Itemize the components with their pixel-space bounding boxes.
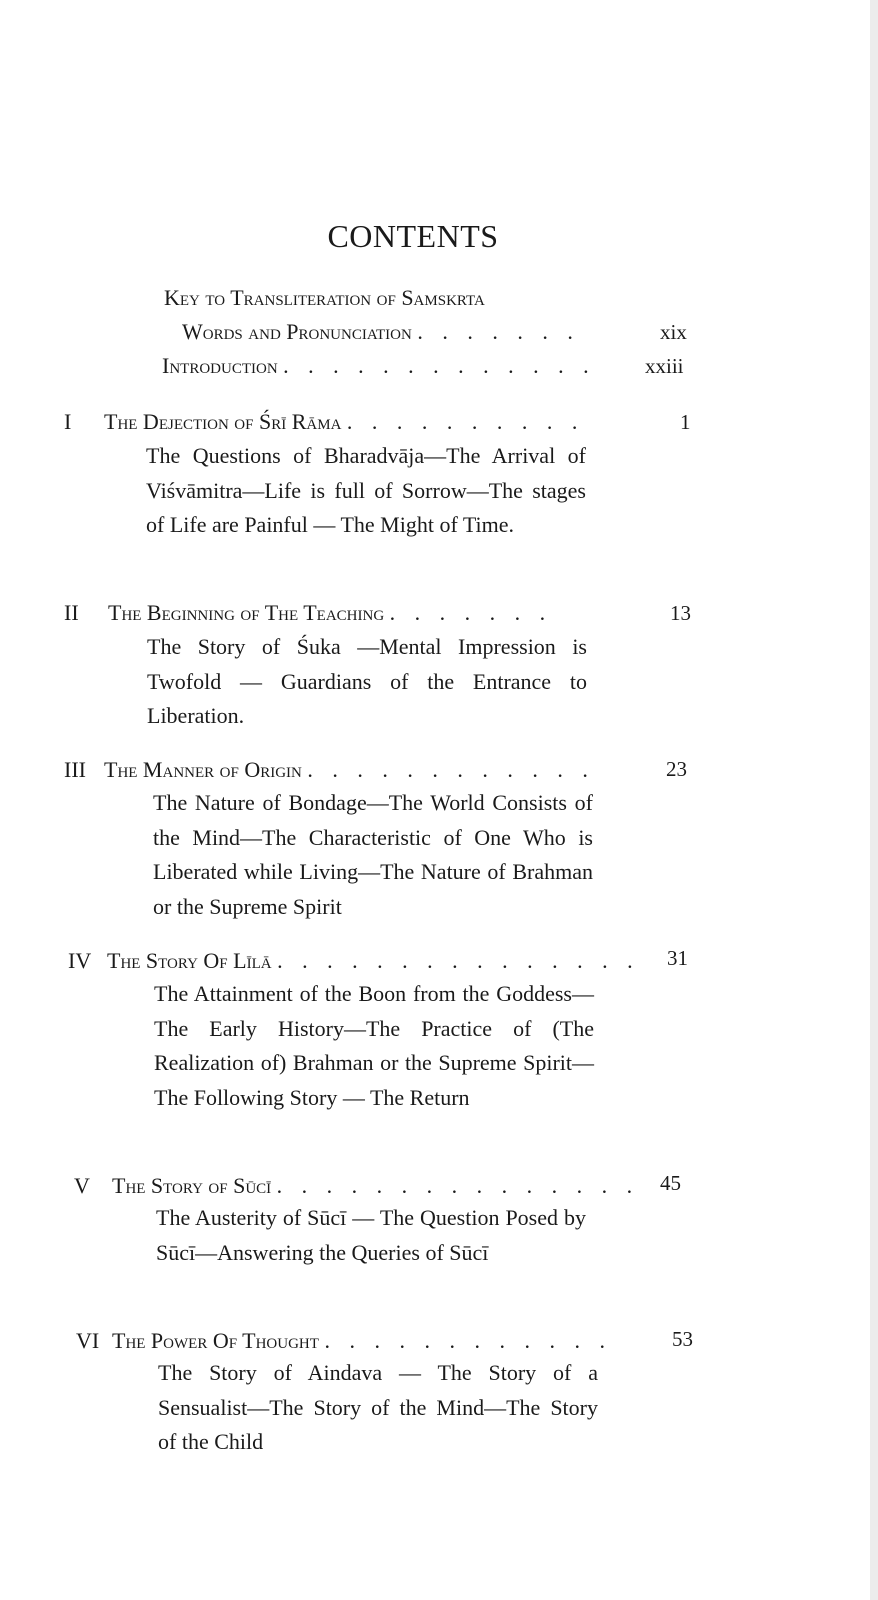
chapter-description: The Attainment of the Boon from the Goddess—The Early History—The Practice of (The Realization of) Brahman or the Supreme Spirit—The Following Story — The Return [154,981,594,1110]
chapter-title: The Manner of Origin [104,757,302,782]
chapter-title: The Dejection of Śrī Rāma [104,409,342,434]
chapter-description: The Austerity of Sūcī — The Question Posed by Sūcī—Answering the Queries of Sūcī [156,1205,586,1265]
chapter-description: The Story of Śuka —Mental Impression is Twofold — Guardians of the Entrance to Liberation. [147,634,587,728]
toc-introduction-leader: . . . . . . . . . . . . . [283,353,596,378]
chapter-description: The Questions of Bharadvāja—The Arrival of Viśvāmitra—Life is full of Sorrow—The stages of Life are Painful — The Might of Time. [146,443,586,537]
chapter-page: 13 [670,601,691,625]
toc-key-title: Words and Pronunciation [182,319,412,344]
chapter-leader: . . . . . . . . . . . . . . . [276,1173,640,1198]
chapter-number: IV [68,948,92,973]
chapter-number: V [74,1173,90,1198]
chapter-heading [107,948,640,974]
chapter-page: 45 [660,1171,681,1195]
toc-key-line1: Key to Transliteration of Samskrta [164,285,485,310]
chapter-page: 53 [672,1327,693,1351]
chapter-title: The Beginning of The Teaching [108,600,385,625]
chapter-heading [104,409,584,435]
chapter-heading [112,1328,612,1354]
chapter-heading [104,757,595,783]
chapter-page: 31 [667,946,688,970]
chapter-number: I [64,409,72,434]
chapter-leader: . . . . . . . . . . . . . . . [277,948,640,973]
chapter-description: The Nature of Bondage—The World Consists of the Mind—The Characteristic of One Who is Liberated while Living—The Nature of Brahman or the Supreme Spirit [153,790,593,919]
chapter-heading [112,1173,639,1199]
toc-key-leader: . . . . . . . [417,319,580,344]
chapter-leader: . . . . . . . . . . [346,409,585,434]
toc-introduction-title: Introduction [162,353,278,378]
chapter-page: 1 [680,410,691,434]
chapter-heading [108,600,552,626]
chapter-page: 23 [666,757,687,781]
toc-key-line2 [182,319,580,345]
chapter-leader: . . . . . . . . . . . . [307,757,595,782]
chapter-number: VI [76,1328,100,1353]
chapter-title: The Story Of Līlā [107,948,272,973]
chapter-number: III [64,757,86,782]
chapter-description: The Story of Aindava — The Story of a Sensualist—The Story of the Mind—The Story of the Child [158,1360,598,1454]
page-edge [870,0,878,1600]
toc-introduction-page: xxiii [645,354,684,378]
chapter-number: II [64,600,79,625]
toc-introduction [162,353,596,379]
toc-key-page: xix [660,320,687,344]
chapter-leader: . . . . . . . . . . . . [324,1328,612,1353]
chapter-leader: . . . . . . . [389,600,553,625]
page-title: CONTENTS [327,218,499,254]
chapter-title: The Power Of Thought [112,1328,319,1353]
chapter-title: The Story of Sūcī [112,1173,272,1198]
